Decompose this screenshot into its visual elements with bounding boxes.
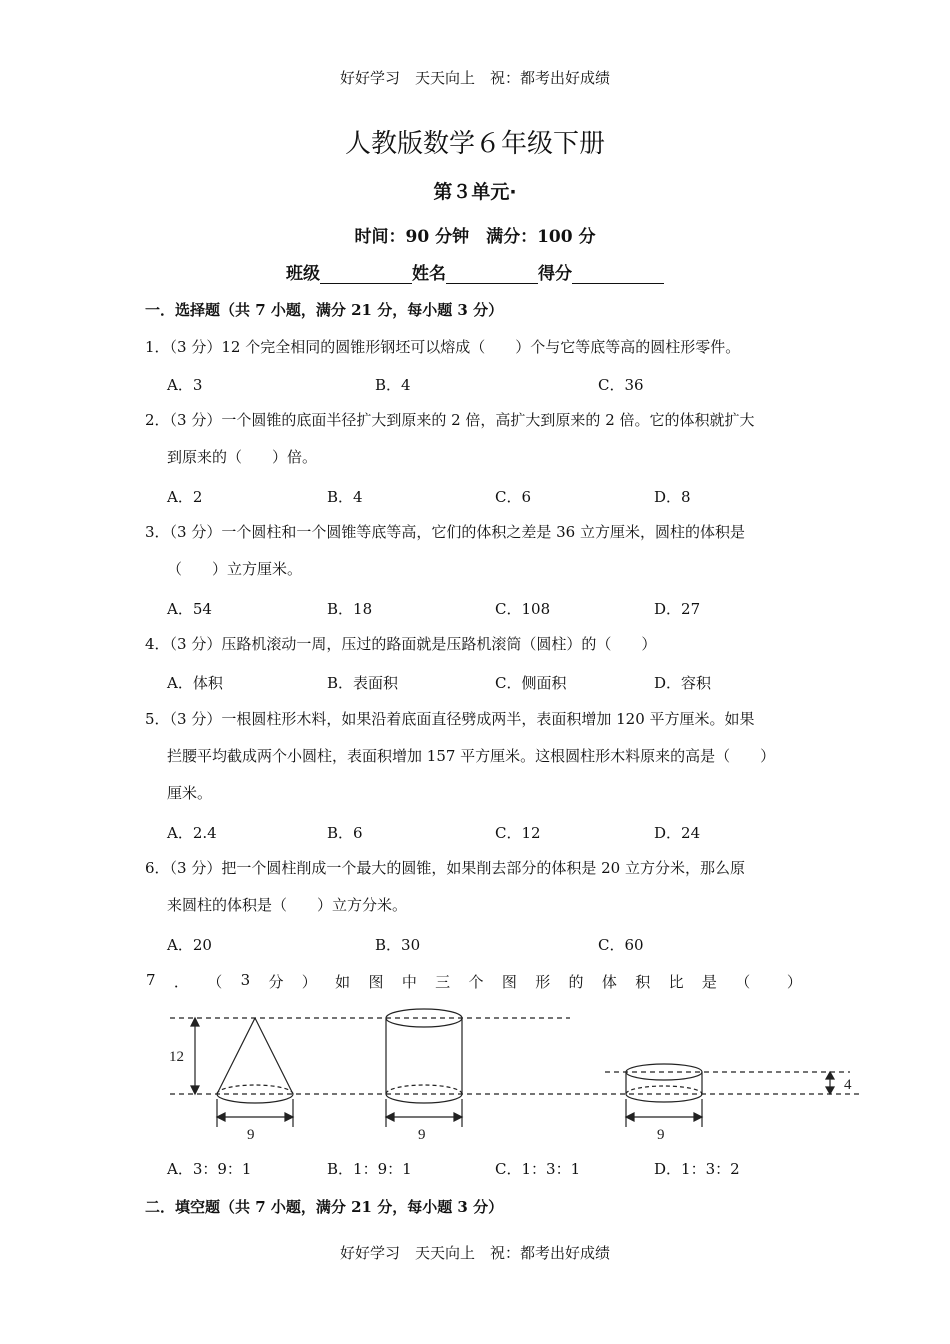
arrowhead <box>191 1086 199 1094</box>
cylinder-shape <box>386 1009 462 1127</box>
q7-option-b[interactable]: B．1：9：1 <box>327 1160 412 1178</box>
q1-option-c[interactable]: C．36 <box>598 376 644 394</box>
q7-char: （ <box>735 973 751 991</box>
question-4-text: 4．（3 分）压路机滚动一周，压过的路面就是压路机滚筒（圆柱）的（ ） <box>145 635 657 653</box>
question-3-text-line2: （ ）立方厘米。 <box>167 560 303 578</box>
info-fields <box>0 259 950 284</box>
question-5-text-line1: 5．（3 分）一根圆柱形木料，如果沿着底面直径劈成两半，表面积增加 120 平方厘米。如果 <box>145 710 755 728</box>
question-3-text-line1: 3．（3 分）一个圆柱和一个圆锥等底等高，它们的体积之差是 36 立方厘米，圆柱的体积是 <box>145 523 745 541</box>
q5-option-d[interactable]: D．24 <box>654 824 701 842</box>
time-info: 时间：90 分钟 满分：100 分 <box>354 227 596 247</box>
q2-option-c[interactable]: C．6 <box>495 488 532 506</box>
q5-option-a[interactable]: A．2.4 <box>167 824 217 842</box>
q7-char: ． <box>173 973 189 991</box>
q7-char: 分 <box>268 973 284 991</box>
cone-height-label: 12 <box>169 1049 184 1065</box>
q7-char: 是 <box>701 973 717 991</box>
q7-char: 三 <box>435 973 451 991</box>
q7-char: 个 <box>468 973 484 991</box>
q7-char: 3 <box>240 971 251 989</box>
score-blank[interactable] <box>572 265 664 284</box>
q7-option-a[interactable]: A．3：9：1 <box>167 1160 252 1178</box>
question-6-text-line2: 来圆柱的体积是（ ）立方分米。 <box>167 896 408 914</box>
question-7-text <box>146 971 802 992</box>
short-cylinder-diameter-label: 9 <box>657 1127 665 1143</box>
question-2-text-line1: 2．（3 分）一个圆锥的底面半径扩大到原来的 2 倍，高扩大到原来的 2 倍。它的体积就扩大 <box>145 411 755 429</box>
class-blank[interactable] <box>320 265 412 284</box>
q7-char: 的 <box>568 973 584 991</box>
cone-shape <box>217 1018 293 1127</box>
question-6-text-line1: 6．（3 分）把一个圆柱削成一个最大的圆锥，如果削去部分的体积是 20 立方分米，那么原 <box>145 859 745 877</box>
q7-char: 体 <box>601 973 617 991</box>
q7-char: ） <box>301 973 317 991</box>
name-label: 姓名 <box>412 264 446 284</box>
section-heading-fill: 二．填空题（共 7 小题，满分 21 分，每小题 3 分） <box>145 1198 504 1216</box>
q7-char: ） <box>786 973 802 991</box>
page-footer: 好好学习 天天向上 祝：都考出好成绩 <box>339 1244 610 1262</box>
q3-option-c[interactable]: C．108 <box>495 600 551 618</box>
score-label: 得分 <box>538 264 572 284</box>
question-5-text-line3: 厘米。 <box>167 784 213 802</box>
q2-option-a[interactable]: A．2 <box>167 488 203 506</box>
short-cylinder-height-label: 4 <box>844 1077 852 1093</box>
q7-option-d[interactable]: D．1：3：2 <box>654 1160 740 1178</box>
q7-char: 如 <box>335 973 351 991</box>
q3-option-d[interactable]: D．27 <box>654 600 701 618</box>
cylinder-diameter-label: 9 <box>418 1127 426 1143</box>
name-blank[interactable] <box>446 265 538 284</box>
question-5-text-line2: 拦腰平均截成两个小圆柱，表面积增加 157 平方厘米。这根圆柱形木料原来的高是（ ） <box>167 747 776 765</box>
q6-option-c[interactable]: C．60 <box>598 936 644 954</box>
q7-char: 形 <box>535 973 551 991</box>
class-label: 班级 <box>286 264 320 284</box>
q6-option-a[interactable]: A．20 <box>167 936 212 954</box>
q4-option-a[interactable]: A．体积 <box>167 674 223 692</box>
page-header: 好好学习 天天向上 祝：都考出好成绩 <box>339 69 610 87</box>
q2-option-b[interactable]: B．4 <box>327 488 363 506</box>
q5-option-c[interactable]: C．12 <box>495 824 541 842</box>
q4-option-d[interactable]: D．容积 <box>654 674 712 692</box>
q7-option-c[interactable]: C．1：3：1 <box>495 1160 581 1178</box>
short-cylinder-shape <box>626 1064 702 1127</box>
q7-char: 积 <box>635 973 651 991</box>
q4-option-b[interactable]: B．表面积 <box>327 674 399 692</box>
arrowhead <box>191 1018 199 1026</box>
q6-option-b[interactable]: B．30 <box>375 936 421 954</box>
q3-option-b[interactable]: B．18 <box>327 600 373 618</box>
q7-char: 中 <box>401 973 417 991</box>
q7-char: 7 <box>146 971 156 989</box>
q1-option-b[interactable]: B．4 <box>375 376 411 394</box>
q7-char: 图 <box>368 973 384 991</box>
q5-option-b[interactable]: B．6 <box>327 824 363 842</box>
unit-title: 第３单元· <box>433 181 517 203</box>
document-title: 人教版数学６年级下册 <box>344 129 605 159</box>
q7-char: 比 <box>668 973 684 991</box>
q4-option-c[interactable]: C．侧面积 <box>495 674 567 692</box>
q7-char: （ <box>207 973 223 991</box>
question-2-text-line2: 到原来的（ ）倍。 <box>167 448 318 466</box>
q3-option-a[interactable]: A．54 <box>167 600 212 618</box>
volume-figure <box>160 1005 870 1145</box>
q7-char: 图 <box>501 973 517 991</box>
cone-diameter-label: 9 <box>247 1127 255 1143</box>
q2-option-d[interactable]: D．8 <box>654 488 691 506</box>
q1-option-a[interactable]: A．3 <box>167 376 203 394</box>
question-1-text: 1．（3 分）12 个完全相同的圆锥形钢坯可以熔成（ ）个与它等底等高的圆柱形零件。 <box>145 338 741 356</box>
section-heading-choice: 一．选择题（共 7 小题，满分 21 分，每小题 3 分） <box>145 301 504 319</box>
